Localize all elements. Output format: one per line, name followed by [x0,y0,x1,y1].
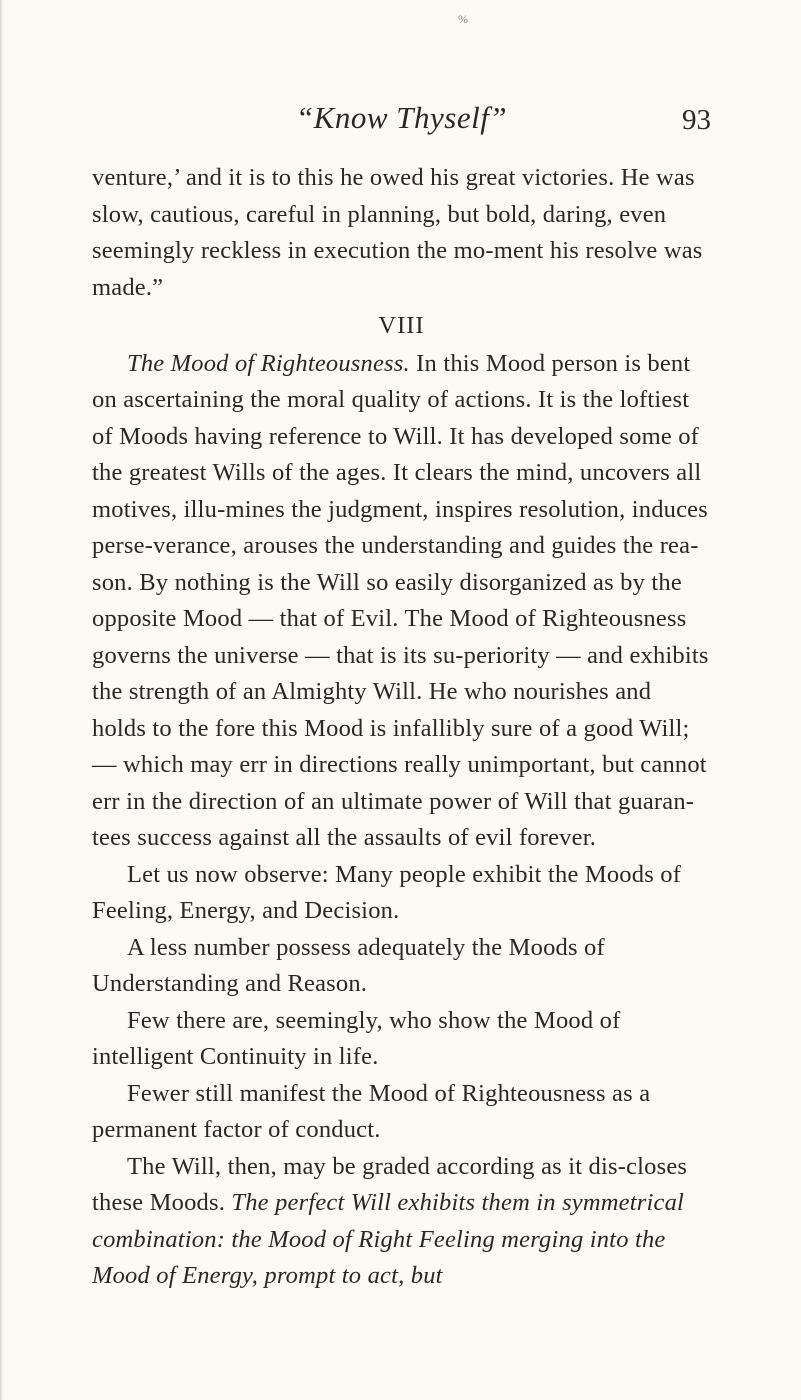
paragraph-continuation: venture,’ and it is to this he owed his great victories. He was slow, cautious, careful in planning, but bold, daring, even seemingly reckless in execution the mo-ment his resolve was made.” [92,164,703,301]
paragraph-righteousness [92,346,711,857]
section-heading-italic: The Mood of Righteousness. [127,349,410,377]
paragraph-will-graded-text: The Will, then, may be graded according as it dis-closes these Moods. [92,1152,688,1216]
paragraph-righteousness-text: In this Mood person is bent on ascertaining the moral quality of actions. It is the loftiest of Moods having reference to Will. It has developed some of the greatest Wills of the ages. It clears the mind, uncovers all motives, illu-mines the judgment, inspires resolution, induces perse-verance, arouses the understanding and guides the rea-son. By nothing is the Will so easily disorganized as by the opposite Mood — that of Evil. The Mood of Righteousness governs the universe — that is its su-periority — and exhibits the strength of an Almighty Will. He who nourishes and holds to the fore this Mood is infallibly sure of a good Will; — which may err in directions really unimportant, but cannot err in the direction of an ultimate power of Will that guaran-tees success against all the assaults of evil forever. [92,349,709,851]
paragraph-fewer: Fewer still manifest the Mood of Righteousness as a permanent factor of conduct. [92,1079,651,1143]
paragraph-less-number: A less number possess adequately the Moods of Understanding and Reason. [92,933,605,997]
page-top-mark: % [458,12,468,26]
section-number: VIII [378,312,425,339]
paragraph-observe: Let us now observe: Many people exhibit the Moods of Feeling, Energy, and Decision. [92,860,682,924]
body-text [92,160,711,1295]
paragraph-will-graded [92,1149,711,1295]
running-head [92,88,711,148]
page-gutter-shadow [0,0,3,1400]
page-number: 93 [682,104,711,136]
paragraph-few: Few there are, seemingly, who show the Mood of intelligent Continuity in life. [92,1006,621,1070]
running-head-title: “Know Thyself” [295,100,508,135]
paragraph-will-graded-italic: The perfect Will exhibits them in symmetrical combination: the Mood of Right Feeling merging into the Mood of Energy, prompt to act, but [92,1189,685,1289]
